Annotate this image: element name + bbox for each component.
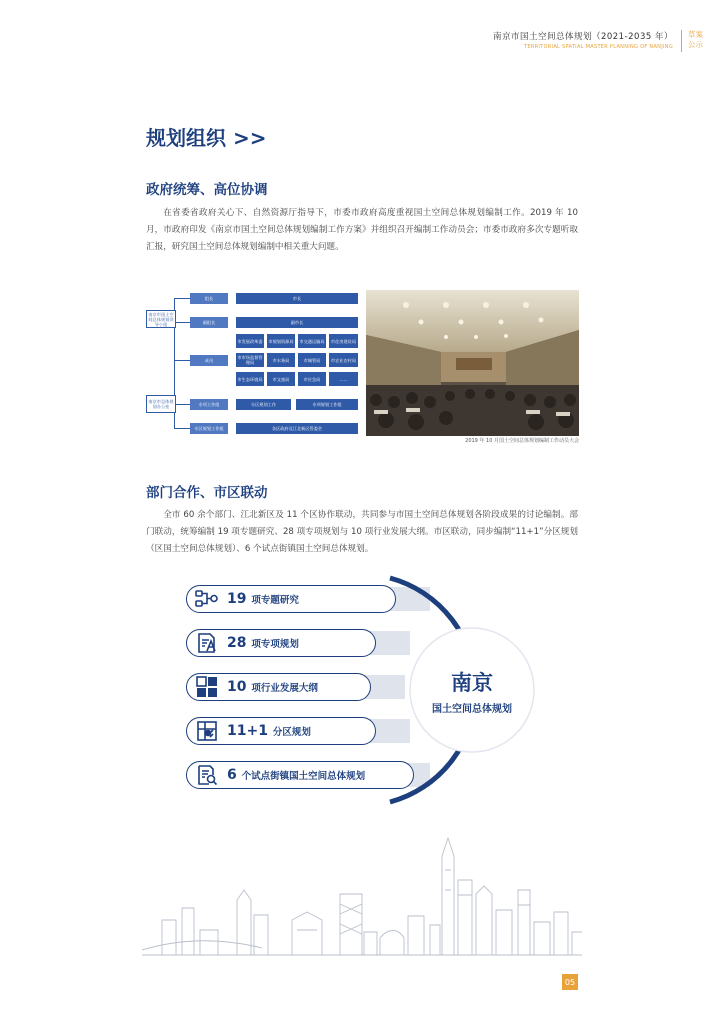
item-number: 11+1 [227,723,268,739]
item-label [227,591,299,607]
org-member-box: 市住房建设局 [329,334,358,348]
org-deputy-box: 副市长 [236,317,358,328]
center-city: 南京 [451,671,493,695]
header-subtitle: TERRITORIAL SPATIAL MASTER PLANNING OF NANJING [524,44,673,50]
org-member-box: 市城管局 [298,353,326,367]
org-special-box: 分区规划工作 [236,399,291,410]
photo-caption: 2019 年 10 月国土空间总体规划编制工作动员大会 [465,438,579,444]
header-divider [681,30,682,52]
item-number: 10 [227,679,247,695]
item-label [227,679,318,695]
item-number: 6 [227,767,237,783]
org-member-box: 市应急局 [298,372,326,386]
item-label [227,723,311,739]
item-label [227,767,365,783]
org-line [174,428,190,429]
city-skyline-illustration [142,820,582,960]
header-tag: 草案公示 [688,30,703,49]
org-office-box: 南京市总体规划办公室 [146,395,176,413]
org-member-box: 市文旅局 [267,372,295,386]
org-member-box: 市水务局 [267,353,295,367]
item-text: 分区规划 [272,727,311,738]
meeting-photo [366,290,579,436]
section-title: 规划组织 >> [146,126,267,150]
page-header [493,30,704,54]
list-item [186,673,371,701]
org-district-box: 各区政府及江北新区管委会 [236,423,358,434]
meeting-hall-image [366,290,579,436]
org-l1-special: 专项工作组 [190,399,228,410]
item-number: 19 [227,591,247,607]
org-member-box: 市市场监督管理局 [237,355,263,365]
org-l1-members: 成员 [190,355,228,366]
header-text [493,30,673,50]
list-item [186,717,376,745]
item-number: 28 [227,635,247,651]
org-special-box: 专项规划工作组 [296,399,358,410]
org-line [174,360,190,361]
map-icon [187,718,227,744]
org-root-box: 南京市国土空间总体规划领导小组 [146,310,176,328]
org-member-box: 市发展改革委 [236,334,264,348]
grid-icon [187,674,227,700]
org-member-box: 市农业农村局 [329,353,358,367]
org-line [174,404,190,405]
org-member-box: 市生态环境局 [236,372,264,386]
item-label [227,635,299,651]
document-search-icon [187,762,227,788]
center-subtitle: 国土空间总体规划 [432,704,512,715]
org-line [174,322,190,323]
org-leader-box: 市长 [236,293,358,304]
list-item [186,629,376,657]
flow-icon [187,586,227,612]
dept-paragraph: 全市 60 余个部门、江北新区及 11 个区协作联动，共同参与市国土空间总体规划各阶段成果的讨论编制。部门联动，统筹编制 19 项专题研究、28 项专项规划与 10 项行业发展大纲。市区联动，同步编制“11+1”分区规划（区国土空间总体规划）、6 个试点街镇国土空间总体规划。 [146,510,578,554]
gov-heading: 政府统筹、高位协调 [146,182,268,198]
item-text: 项专项规划 [251,639,299,650]
document-pen-icon [187,630,227,656]
item-text: 个试点街镇国土空间总体规划 [241,771,366,782]
list-item [186,585,396,613]
org-chart [146,290,360,438]
item-text: 项行业发展大纲 [251,683,318,694]
org-member-box: 市交通运输局 [298,334,326,348]
org-l1-district: 专区规划工作组 [190,423,228,434]
gov-paragraph: 在省委省政府关心下、自然资源厅指导下，市委市政府高度重视国土空间总体规划编制工作。2019 年 10 月，市政府印发《南京市国土空间总体规划编制工作方案》并组织召开编制工作动员会；市委市政府多次专题听取汇报，研究国土空间总体规划编制中相关重大问题。 [146,208,578,252]
org-member-box: …… [329,372,358,386]
header-title: 南京市国土空间总体规划（2021-2035 年） [492,32,673,42]
list-item [186,761,414,789]
dept-heading: 部门合作、市区联动 [146,485,268,501]
org-l1-leader: 组长 [190,293,228,304]
org-member-box: 市规划资源局 [267,334,295,348]
org-l1-deputy: 副组长 [190,317,228,328]
item-text: 项专题研究 [251,595,299,606]
page-number: 05 [562,974,578,990]
org-line [174,298,190,299]
